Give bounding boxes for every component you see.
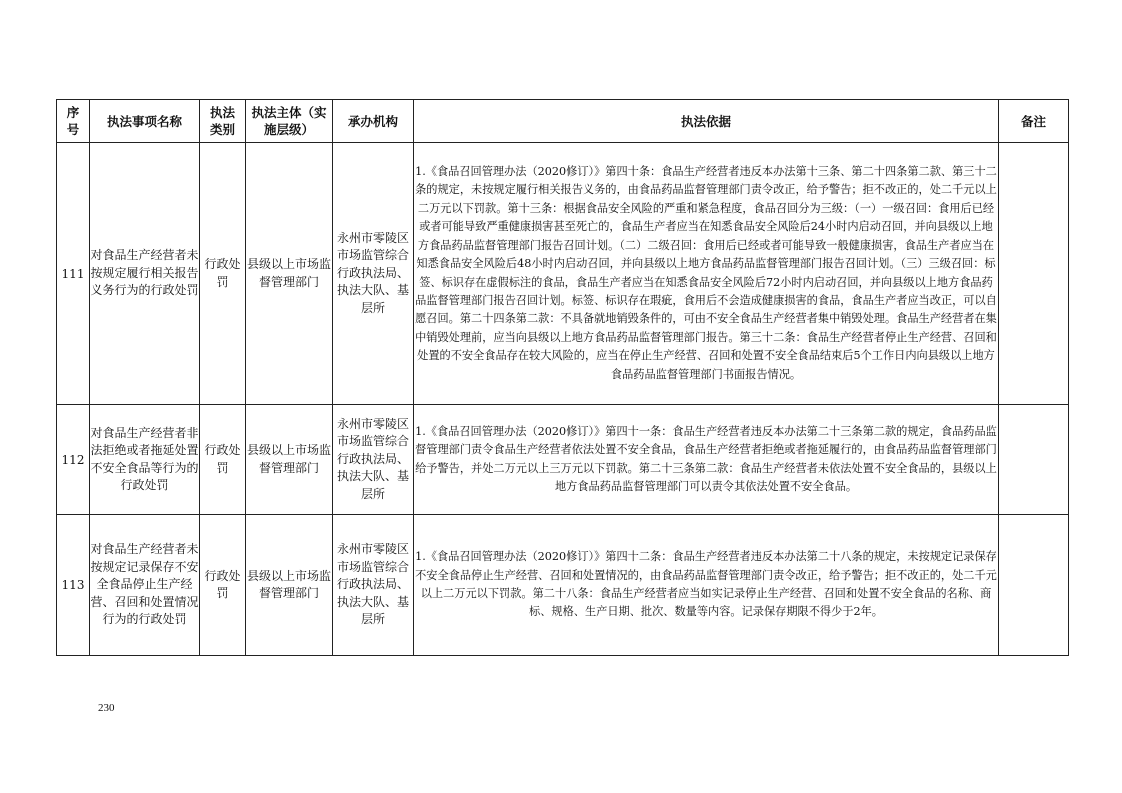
row-basis: 1.《食品召回管理办法（2020修订）》第四十条：食品生产经营者违反本办法第十三条、第二十四条第二款、第三十二条的规定，未按规定履行相关报告义务的，由食品药品监督管理部门责令改正，给予警告；拒不改正的，处二千元以上二万元以下罚款。第十三条：根据食品安全风险的严重和紧急程度，食品召回分为三级：（一）一级召回：食用后已经或者可能导致严重健康损害甚至死亡的，食品生产者应当在知悉食品安全风险后24小时内启动召回，并向县级以上地方食品药品监督管理部门报告召回计划。（二）二级召回：食用后已经或者可能导致一般健康损害，食品生产者应当在知悉食品安全风险后48小时内启动召回，并向县级以上地方食品药品监督管理部门报告召回计划。（三）三级召回：标签、标识存在虚假标注的食品，食品生产者应当在知悉食品安全风险后72小时内启动召回，并向县级以上地方食品药品监督管理部门报告召回计划。标签、标识存在瑕疵，食用后不会造成健康损害的食品，食品生产者应当改正，可以自愿召回。第二十四条第二款：不具备就地销毁条件的，可由不安全食品生产经营者集中销毁处理。食品生产经营者在集中销毁处理前，应当向县级以上地方食品药品监督管理部门报告。第三十二条：食品生产经营者停止生产经营、召回和处置的不安全食品存在较大风险的，应当在停止生产经营、召回和处置不安全食品结束后5个工作日内向县级以上地方食品药品监督管理部门书面报告情况。 bbox=[414, 143, 999, 405]
header-row bbox=[57, 100, 1069, 143]
table-row bbox=[57, 405, 1069, 515]
row-remarks bbox=[999, 405, 1069, 515]
header-basis: 执法依据 bbox=[414, 100, 999, 143]
row-subject: 县级以上市场监督管理部门 bbox=[246, 405, 333, 515]
row-category: 行政处罚 bbox=[200, 143, 246, 405]
row-item-name: 对食品生产经营者未按规定履行相关报告义务行为的行政处罚 bbox=[90, 143, 200, 405]
row-index: 111 bbox=[57, 143, 90, 405]
row-agency: 永州市零陵区市场监管综合行政执法局、执法大队、基层所 bbox=[333, 515, 414, 656]
row-subject: 县级以上市场监督管理部门 bbox=[246, 143, 333, 405]
header-remarks: 备注 bbox=[999, 100, 1069, 143]
row-basis: 1.《食品召回管理办法（2020修订）》第四十一条：食品生产经营者违反本办法第二十三条第二款的规定，食品药品监督管理部门责令食品生产经营者依法处置不安全食品，食品生产经营者拒绝或者拖延履行的，由食品药品监督管理部门给予警告，并处二万元以上三万元以下罚款。第二十三条第二款：食品生产经营者未依法处置不安全食品的，县级以上地方食品药品监督管理部门可以责令其依法处置不安全食品。 bbox=[414, 405, 999, 515]
row-subject: 县级以上市场监督管理部门 bbox=[246, 515, 333, 656]
header-subject: 执法主体（实施层级） bbox=[246, 100, 333, 143]
table-row bbox=[57, 515, 1069, 656]
row-remarks bbox=[999, 143, 1069, 405]
table-row bbox=[57, 143, 1069, 405]
row-item-name: 对食品生产经营者未按规定记录保存不安全食品停止生产经营、召回和处置情况行为的行政处罚 bbox=[90, 515, 200, 656]
row-item-name: 对食品生产经营者非法拒绝或者拖延处置不安全食品等行为的行政处罚 bbox=[90, 405, 200, 515]
header-index: 序号 bbox=[57, 100, 90, 143]
enforcement-table bbox=[56, 99, 1069, 656]
header-agency: 承办机构 bbox=[333, 100, 414, 143]
row-remarks bbox=[999, 515, 1069, 656]
page-number: 230 bbox=[98, 702, 115, 714]
header-category: 执法类别 bbox=[200, 100, 246, 143]
row-index: 113 bbox=[57, 515, 90, 656]
row-agency: 永州市零陵区市场监管综合行政执法局、执法大队、基层所 bbox=[333, 143, 414, 405]
row-agency: 永州市零陵区市场监管综合行政执法局、执法大队、基层所 bbox=[333, 405, 414, 515]
row-basis: 1.《食品召回管理办法（2020修订）》第四十二条：食品生产经营者违反本办法第二十八条的规定，未按规定记录保存不安全食品停止生产经营、召回和处置情况的，由食品药品监督管理部门责令改正，给予警告；拒不改正的，处二千元以上二万元以下罚款。第二十八条：食品生产经营者应当如实记录停止生产经营、召回和处置不安全食品的名称、商标、规格、生产日期、批次、数量等内容。记录保存期限不得少于2年。 bbox=[414, 515, 999, 656]
row-index: 112 bbox=[57, 405, 90, 515]
header-item-name: 执法事项名称 bbox=[90, 100, 200, 143]
row-category: 行政处罚 bbox=[200, 405, 246, 515]
row-category: 行政处罚 bbox=[200, 515, 246, 656]
